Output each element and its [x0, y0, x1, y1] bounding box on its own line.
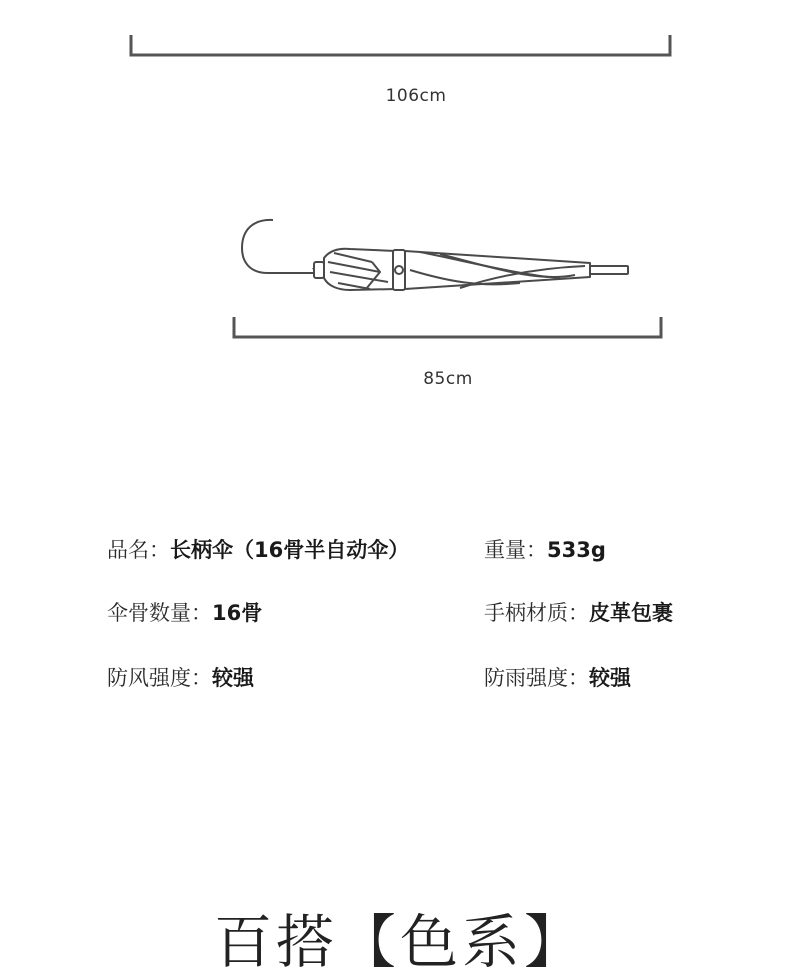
closed-length-label: 85cm [423, 369, 473, 389]
spec-label: 防风强度： [107, 666, 212, 690]
spec-label: 防雨强度： [484, 666, 589, 690]
spec-handle-material [484, 597, 673, 627]
spec-value: 长柄伞（16骨半自动伞） [170, 538, 410, 562]
open-length-bracket [131, 35, 670, 55]
spec-rain-resistance [484, 662, 631, 692]
closed-length-bracket [234, 317, 661, 337]
spec-product-name [107, 534, 409, 564]
spec-weight [484, 534, 606, 564]
spec-label: 手柄材质： [484, 601, 589, 625]
spec-rib-count [107, 597, 262, 627]
spec-label: 重量： [484, 538, 547, 562]
umbrella-icon [242, 220, 628, 290]
spec-wind-resistance [107, 662, 254, 692]
spec-label: 品名： [107, 538, 170, 562]
spec-value: 16骨 [212, 601, 263, 625]
spec-value: 较强 [589, 666, 631, 690]
spec-label: 伞骨数量： [107, 601, 212, 625]
open-length-label: 106cm [385, 86, 447, 106]
spec-value: 533g [547, 538, 606, 562]
spec-value: 皮革包裹 [589, 601, 673, 625]
spec-value: 较强 [212, 666, 254, 690]
section-title: 百搭【色系】 [213, 908, 586, 976]
